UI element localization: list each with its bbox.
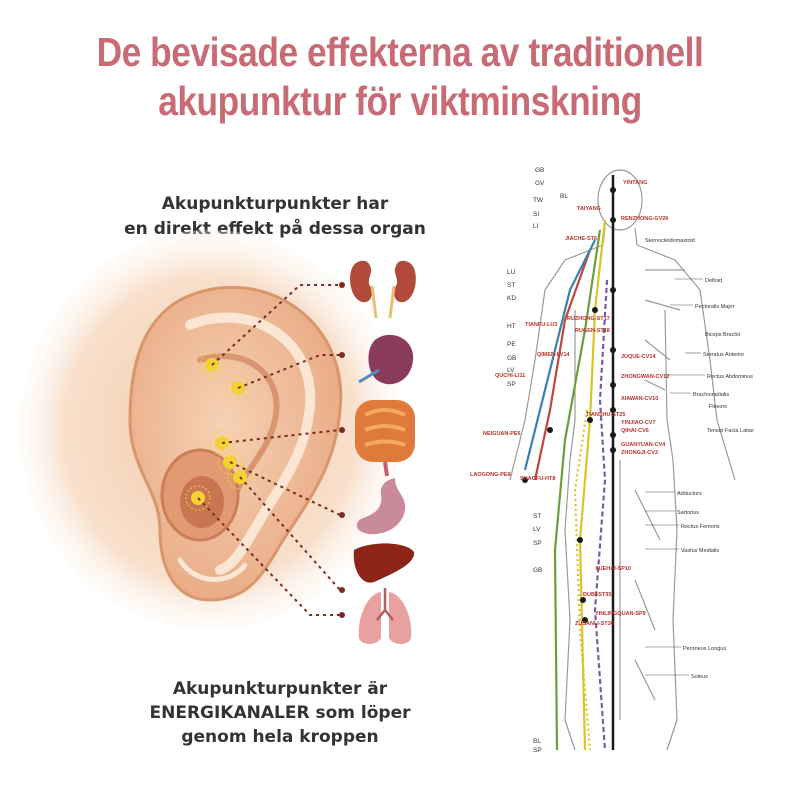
point-yinlingquan: YINLINGQUAN-SP9 (595, 611, 646, 617)
abbrev-sp-2: SP (533, 540, 542, 547)
point-zhongwan: ZHONGWAN-CV12 (621, 374, 670, 380)
abbrev-gb: GB (535, 167, 545, 174)
muscle-serratus: Serratus Anterior (703, 352, 745, 358)
body-outline (510, 170, 735, 750)
abbrev-pe: PE (507, 341, 516, 348)
liver-icon (354, 543, 414, 582)
abbrev-gv: GV (535, 180, 545, 187)
point-rugen: RUGEN-ST18 (575, 328, 610, 334)
muscle-soleus: Soleus (691, 674, 708, 680)
abbrev-ht: HT (507, 323, 516, 330)
caption-meridians-line-3: genom hela kroppen (181, 727, 379, 747)
point-yinjiao: YINJIAO-CV7 (621, 420, 656, 426)
abbrev-gb-3: GB (533, 567, 543, 574)
point-zhongji: ZHONGJI-CV3 (621, 450, 658, 456)
point-ruzhong: RUZHONG-ST17 (567, 316, 610, 322)
abbrev-si: SI (533, 211, 540, 218)
connector-end-2 (339, 352, 345, 358)
caption-meridians-line-2: ENERGIKANALER som löper (149, 703, 411, 723)
muscle-sternocleidomastoid: Sternocleidomastoid (645, 238, 695, 244)
connector-end-5 (339, 587, 345, 593)
abbrev-lv: LV (507, 367, 515, 374)
muscle-vastus-medialis: Vastus Medialis (681, 548, 720, 554)
abbrev-kd: KD (507, 295, 517, 302)
point-qimen: QIMEN-LV14 (537, 352, 570, 358)
connector-end-4 (339, 512, 345, 518)
muscle-leader-lines (645, 279, 705, 675)
caption-organs-line-2: en direkt effekt på dessa organ (124, 219, 426, 239)
meridian-yellow-dotted (575, 410, 590, 750)
point-dubi: DUBI-ST35 (583, 592, 612, 598)
point-neiguan: NEIGUAN-PE6 (483, 431, 521, 437)
caption-meridians (110, 677, 450, 749)
meridian-body-chart (470, 160, 765, 760)
ear-illustration (60, 240, 420, 660)
point-guanyuan: GUANYUAN-CV4 (621, 442, 666, 448)
point-laogong: LAOGONG-PE8 (470, 472, 511, 478)
point-renzhong: RENZHONG-GV26 (621, 216, 669, 222)
lungs-icon (359, 588, 412, 644)
muscle-rectus-femoris: Rectus Femoris (681, 524, 720, 530)
point-yintang: YINTANG (623, 180, 648, 186)
point-tianshu: TIANSHU-ST25 (586, 412, 626, 418)
muscle-tensor-facia: Tensor Facia Latae (707, 428, 754, 434)
muscle-adductors: Adductors (677, 491, 702, 497)
title-line-1: De bevisade effekterna av traditionell (96, 29, 704, 75)
abbrev-st: ST (507, 282, 516, 289)
point-xuehai: XUEHAI-SP10 (595, 566, 632, 572)
muscle-rectus-abdominus: Rectus Abdominus (707, 374, 753, 380)
page-title (56, 28, 744, 126)
abbrev-sp-3: SP (533, 747, 542, 754)
point-tianfu: TIANFU-LU3 (525, 322, 558, 328)
abbrev-lv-2: LV (533, 526, 541, 533)
abbrev-sp: SP (507, 381, 516, 388)
abbrev-li: LI (533, 223, 539, 230)
point-zusanli: ZUSANLI-ST36 (575, 621, 614, 627)
point-taiyang: TAIYANG (577, 206, 601, 212)
abbrev-gb-2: GB (507, 355, 517, 362)
point-shaofu: SHAOFU-HT8 (520, 476, 556, 482)
muscle-deltoid: Deltoid (705, 278, 723, 284)
abbrev-tw: TW (533, 197, 544, 204)
muscle-pectoralis: Pectoralis Major (695, 304, 735, 310)
caption-organs (95, 192, 455, 242)
point-jiache: JIACHE-ST6 (565, 236, 598, 242)
connector-end-6 (339, 612, 345, 618)
point-quchi: QUCHI-LI11 (495, 373, 526, 379)
abbrev-bl-2: BL (533, 738, 541, 745)
muscle-flexors: Flexors (709, 404, 728, 410)
point-labels (470, 180, 669, 627)
abbrev-st-2: ST (533, 513, 542, 520)
muscle-sartorius: Sartorius (677, 510, 700, 516)
meridian-lines (525, 175, 613, 750)
point-qihai: QIHAI-CV6 (621, 428, 649, 434)
muscle-peroneus: Peroneus Longus (683, 646, 727, 652)
point-juque: JUQUE-CV14 (621, 354, 656, 360)
muscle-biceps: Biceps Brachii (705, 332, 740, 338)
point-xiawan: XIAWAN-CV10 (621, 396, 659, 402)
connector-end-1 (339, 282, 345, 288)
meridian-abbrev-labels (507, 167, 568, 754)
muscle-brachioradialis: Brachioradialis (693, 392, 730, 398)
title-line-2: akupunktur för viktminskning (158, 78, 642, 124)
meridian-purple (595, 280, 607, 750)
abbrev-lu: LU (507, 269, 516, 276)
caption-organs-line-1: Akupunkturpunkter har (161, 194, 389, 214)
connector-end-3 (339, 427, 345, 433)
caption-meridians-line-1: Akupunkturpunkter är (172, 679, 388, 699)
abbrev-bl: BL (560, 193, 568, 200)
